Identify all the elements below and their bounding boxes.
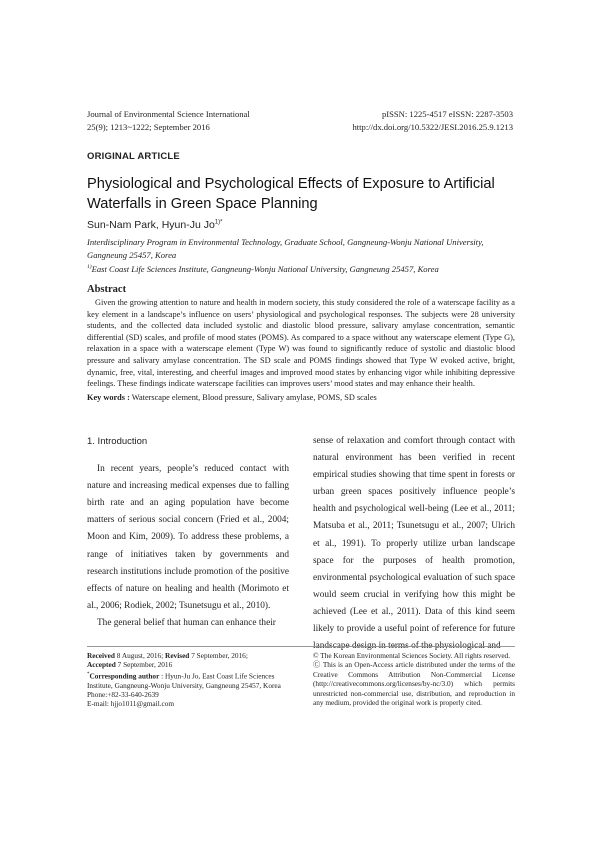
abstract-heading: Abstract [87, 284, 127, 295]
keywords-label: Key words : [87, 393, 130, 402]
copyright-notice: © The Korean Environmental Sciences Society. All rights reserved. [313, 651, 511, 660]
intro-paragraph-1: In recent years, people’s reduced contact with nature and increasing medical expenses due to falling birth rate and an aging population have become matters of serious social concern (Fried et al., 2004; Moon and Kim, 2009). To address these problems, a range of initiatives taken by governments and research institutions include promotion of the positive effects of nature on healing and health (Morimoto et al., 2006; Rodiek, 2002; Tsunetsugu et al., 2010). [87, 464, 289, 611]
issn: pISSN: 1225-4517 eISSN: 2287-3503 [381, 109, 513, 119]
affiliation-2-text: East Coast Life Sciences Institute, Gangneung-Wonju National University, Gangneung 25457, Korea [91, 263, 439, 274]
dates-line-1 [87, 651, 297, 660]
title-line-1: Physiological and Psychological Effects of Exposure to Artificial [87, 176, 495, 192]
intro-paragraph-2: The general belief that human can enhance their [97, 617, 276, 628]
received-label: Received [87, 651, 115, 660]
corresponding-author [87, 670, 297, 690]
journal-header [87, 108, 250, 134]
accepted-date: 7 September, 2016 [115, 660, 173, 670]
corresponding-text: : Hyun-Ju Jo, East Coast Life Sciences Institute, Gangneung-Wonju University, Gangneung 25457, Korea [87, 671, 281, 690]
left-column [87, 433, 289, 632]
corresponding-label: Corresponding author [89, 671, 160, 681]
right-column [313, 433, 515, 655]
keywords-list: Waterscape element, Blood pressure, Salivary amylase, POMS, SD scales [129, 393, 377, 402]
keywords [87, 393, 377, 402]
footer-article-info [87, 651, 297, 709]
article-type: ORIGINAL ARTICLE [87, 151, 180, 162]
author-list [87, 219, 222, 231]
journal-volume: 25(9); 1213~1222; September 2016 [87, 122, 210, 132]
title-line-2: Waterfalls in Green Space Planning [87, 196, 318, 212]
license-notice: Ⓒ This is an Open-Access article distributed under the terms of the Creative Commons Attribution Non-Commercial License (http://creativecommons.org/licenses/by-nc/3.0) which permits unrestricted non-commercial use, distribution, and reproduction in any medium, provided the original work is properly cited. [313, 660, 515, 708]
issn-header [352, 108, 513, 134]
revised-date: 7 September, 2016; [189, 651, 248, 660]
affiliation-2 [87, 261, 517, 275]
footer-divider [87, 646, 515, 647]
received-date: 8 August, 2016; [114, 651, 166, 660]
revised-label: Revised [165, 651, 190, 660]
authors: Sun-Nam Park, Hyun-Ju Jo [87, 219, 215, 231]
phone: Phone:+82-33-640-2639 [87, 690, 159, 700]
affiliation-1: Interdisciplinary Program in Environmental Technology, Graduate School, Gangneung-Wonju National University, Gangneung 25457, Korea [87, 237, 484, 260]
author-mark: 1)* [214, 219, 223, 226]
doi-link[interactable]: http://dx.doi.org/10.5322/JESI.2016.25.9.1213 [352, 122, 513, 132]
affiliation-2-mark: 1) [87, 264, 92, 270]
journal-name: Journal of Environmental Science International [87, 109, 250, 119]
intro-paragraph-continued: sense of relaxation and comfort through contact with natural environment has been verified in recent empirical studies showing that time spent in forests or urban green spaces positively influence people’s health and psychological well-being (Lee et al., 2011; Matsuba et al., 2011; Tsunetsugu et al., 2007; Ulrich et al., 1991). To properly utilize urban landscape space for the purposes of health promotion, environmental psychological evaluation of such space would seem crucial in verifying how this might be achieved (Lee et al., 2011). Data of this kind seem likely to provide a useful point of reference for future landscape design in terms of the physiological and [313, 436, 515, 652]
article-title [87, 174, 527, 214]
corresponding-mark: * [87, 671, 90, 677]
email[interactable]: E-mail: hjjo1011@gmail.com [87, 699, 175, 709]
footer-license [313, 651, 515, 707]
dates-line-2 [87, 660, 297, 669]
abstract-text: Given the growing attention to nature and health in modern society, this study considered the role of a waterscape facility as a key element in a landscape’s influence on users’ physiological and psychological responses. The subjects were 28 university students, and the collected data included systolic and diastolic blood pressure, salivary amylase concentration, semantic differential (SD) scales, and profile of mood states (POMS). As compared to a space without any waterscape element (Type G), relaxation in a space with a waterscape element (Type W) was found to significantly reduce of systolic and diastolic blood pressure and salivary amylase concentration. The SD scale and POMS findings showed that Type W evoked active, bright, dynamic, free, vital, interesting, and cheerful images and improved mood states by enhancing vigor while inhibiting depressive feelings. These findings indicate waterscape facilities can improves users’ mood states and may enhance their health. [87, 298, 515, 389]
accepted-label: Accepted [87, 660, 116, 670]
section-heading-introduction: 1. Introduction [87, 436, 148, 447]
